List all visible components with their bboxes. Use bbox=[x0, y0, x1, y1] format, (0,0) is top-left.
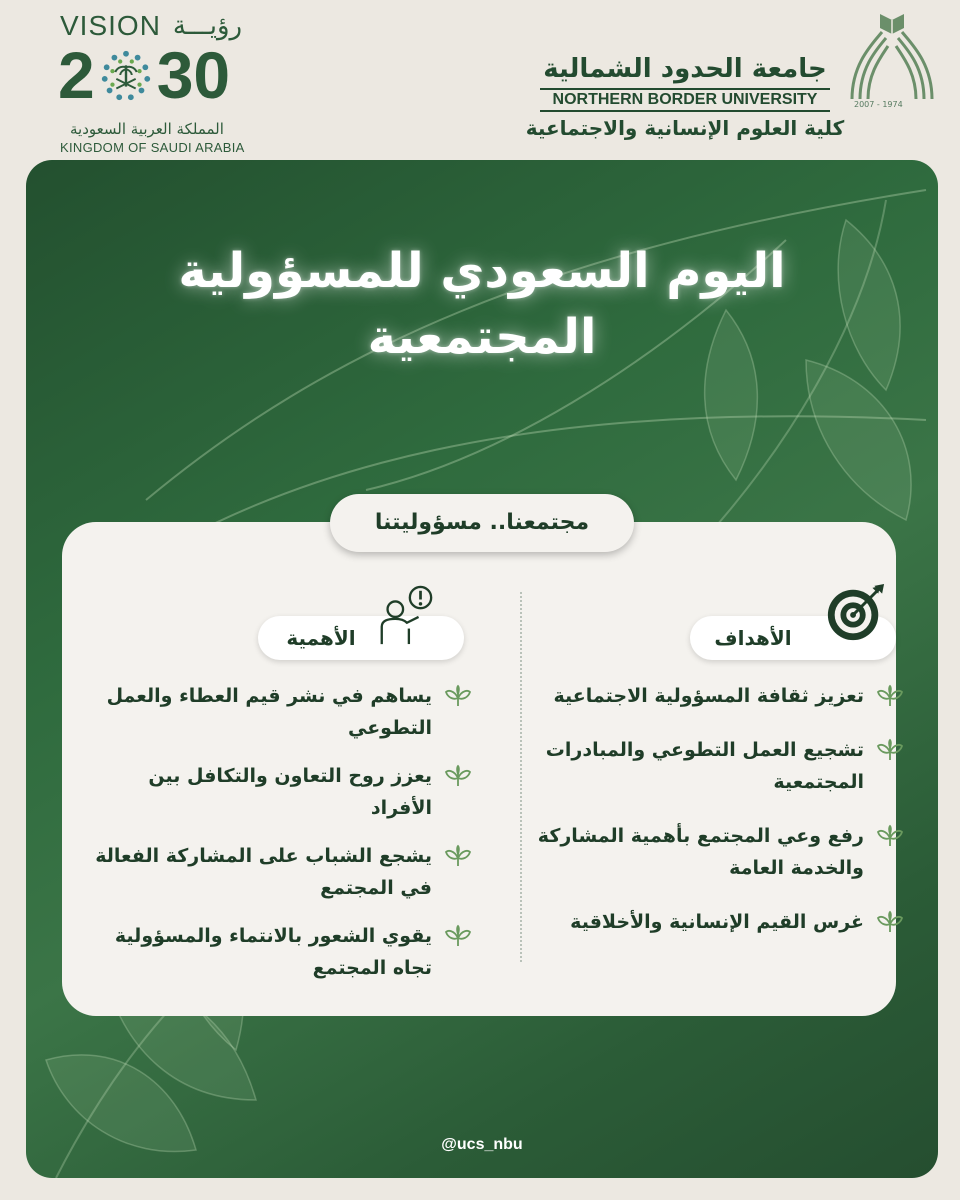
palm-swords-emblem-icon bbox=[97, 46, 155, 104]
leaf-sprout-icon bbox=[444, 924, 472, 948]
vision-year-left: 2 bbox=[58, 38, 95, 112]
list-item bbox=[82, 760, 472, 824]
importance-text: يقوي الشعور بالانتماء والمسؤولية تجاه المجتمع bbox=[114, 925, 432, 979]
goals-list bbox=[514, 680, 904, 960]
target-arrow-icon bbox=[824, 582, 886, 644]
list-item bbox=[514, 734, 904, 798]
goals-heading: الأهداف bbox=[690, 616, 896, 660]
university-logo-block bbox=[520, 0, 940, 158]
importance-text: يساهم في نشر قيم العطاء والعمل التطوعي bbox=[106, 685, 432, 739]
title-line-1: اليوم السعودي للمسؤولية bbox=[178, 243, 786, 299]
goal-text: تشجيع العمل التطوعي والمبادرات المجتمعية bbox=[545, 739, 864, 793]
college-name: كلية العلوم الإنسانية والاجتماعية bbox=[525, 116, 845, 140]
list-item bbox=[514, 820, 904, 884]
list-item bbox=[82, 840, 472, 904]
kingdom-name-en: KINGDOM OF SAUDI ARABIA bbox=[60, 140, 245, 155]
leaf-sprout-icon bbox=[876, 910, 904, 934]
list-item bbox=[82, 920, 472, 984]
content-panel bbox=[62, 522, 896, 1016]
importance-text: يشجع الشباب على المشاركة الفعالة في المجتمع bbox=[95, 845, 432, 899]
importance-heading: الأهمية bbox=[258, 616, 464, 660]
university-name-ar: جامعة الحدود الشمالية bbox=[543, 54, 827, 84]
slogan-pill: مجتمعنا.. مسؤوليتنا bbox=[330, 494, 634, 552]
vision-word-ar: رؤيـــة bbox=[172, 11, 243, 41]
importance-text: يعزز روح التعاون والتكافل بين الأفراد bbox=[148, 765, 432, 819]
list-item bbox=[514, 680, 904, 712]
university-years: 2007 - 1974 bbox=[854, 100, 903, 109]
vision-year-right: 30 bbox=[156, 38, 231, 112]
leaf-sprout-icon bbox=[876, 684, 904, 708]
list-item bbox=[82, 680, 472, 744]
leaf-sprout-icon bbox=[876, 738, 904, 762]
person-exclamation-icon bbox=[374, 584, 436, 646]
poster-card bbox=[26, 160, 938, 1178]
title-line-2: المجتمعية bbox=[367, 309, 597, 365]
vision-year bbox=[58, 38, 231, 112]
social-handle: @ucs_nbu bbox=[441, 1136, 523, 1153]
leaf-sprout-icon bbox=[444, 764, 472, 788]
goal-text: غرس القيم الإنسانية والأخلاقية bbox=[570, 911, 864, 933]
header bbox=[0, 0, 960, 158]
goal-text: رفع وعي المجتمع بأهمية المشاركة والخدمة العامة bbox=[537, 825, 864, 879]
goal-text: تعزيز ثقافة المسؤولية الاجتماعية bbox=[553, 685, 864, 707]
kingdom-name-ar: المملكة العربية السعودية bbox=[70, 120, 224, 138]
leaf-sprout-icon bbox=[444, 684, 472, 708]
university-name-en: NORTHERN BORDER UNIVERSITY bbox=[540, 88, 830, 112]
university-book-arch-logo-icon bbox=[842, 4, 942, 114]
list-item bbox=[514, 906, 904, 938]
vision-word: VISION bbox=[60, 10, 161, 41]
leaf-sprout-icon bbox=[444, 844, 472, 868]
poster-title bbox=[26, 238, 938, 370]
vision-2030-logo bbox=[40, 6, 300, 154]
importance-list bbox=[82, 680, 472, 1000]
leaf-sprout-icon bbox=[876, 824, 904, 848]
